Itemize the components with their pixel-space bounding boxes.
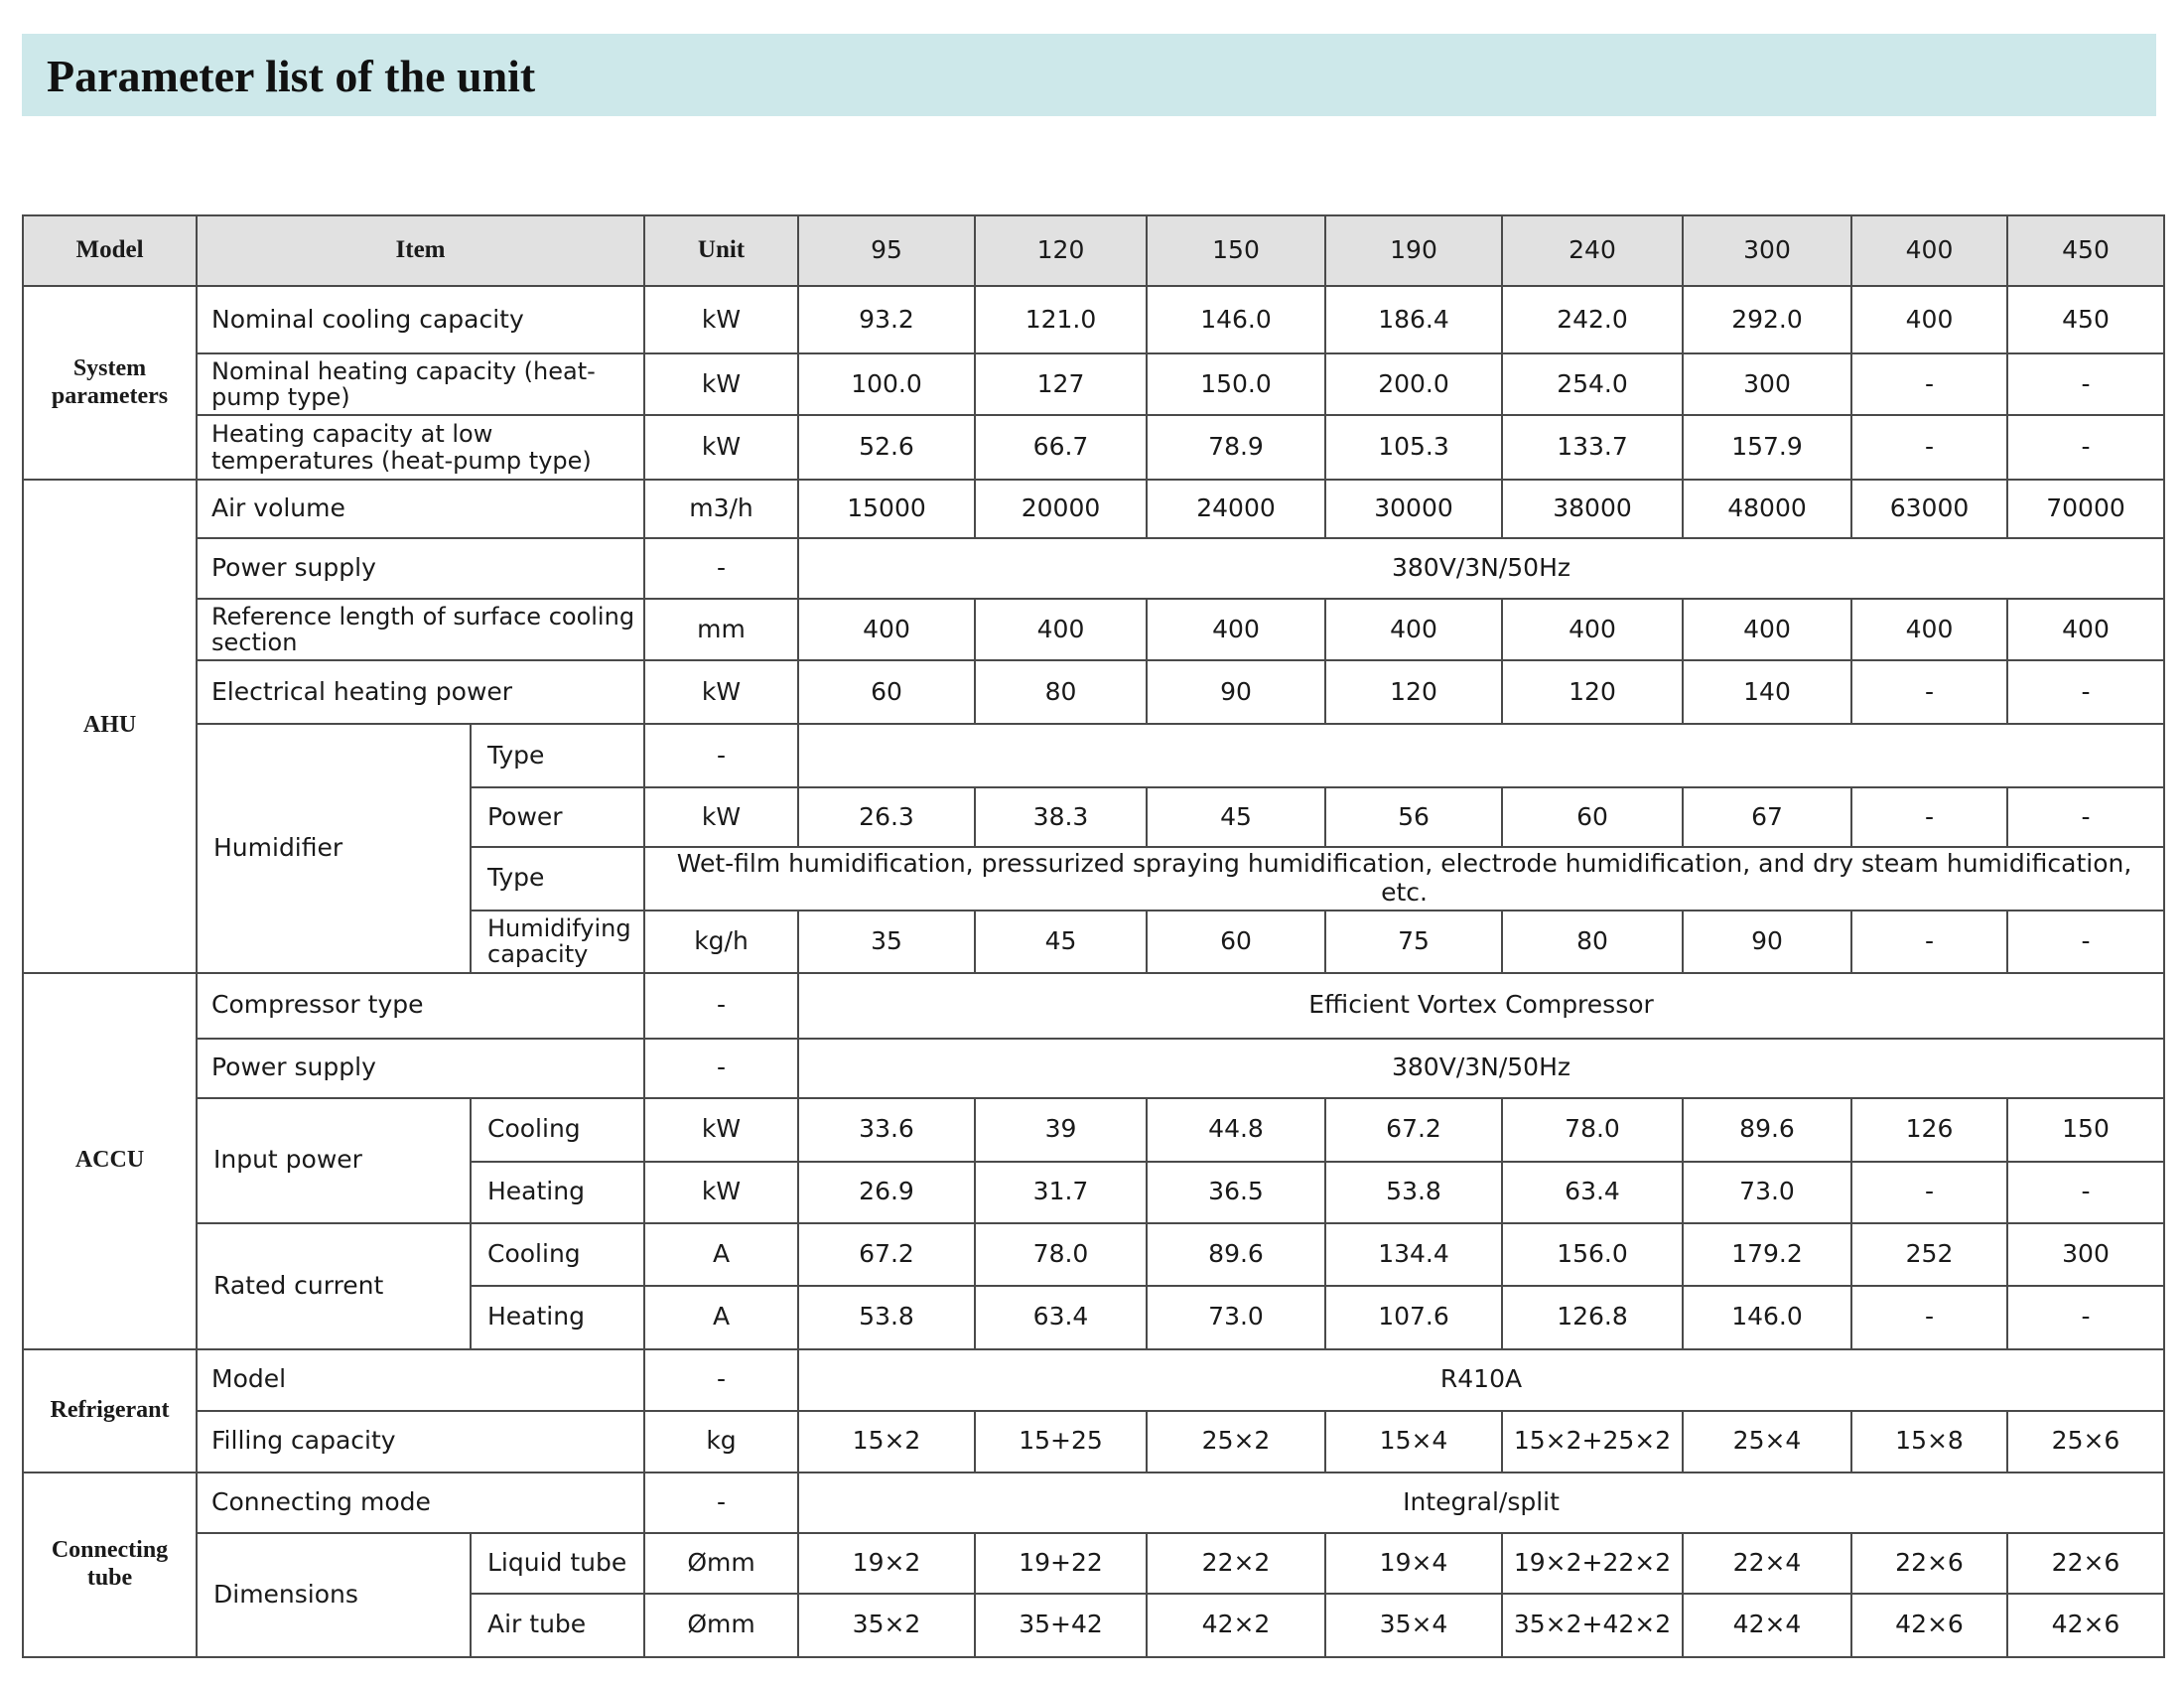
value-cell: 38.3 xyxy=(975,787,1147,847)
value-cell: 19×2+22×2 xyxy=(1502,1533,1683,1594)
value-cell: 80 xyxy=(975,660,1147,724)
value-cell: 400 xyxy=(1325,599,1502,660)
value-cell: 450 xyxy=(2007,286,2164,353)
value-cell: - xyxy=(2007,660,2164,724)
header-unit: Unit xyxy=(644,215,798,286)
unit-cell: kW xyxy=(644,286,798,353)
sub-row-label: Power xyxy=(471,787,644,847)
value-cell: - xyxy=(2007,787,2164,847)
value-cell: 93.2 xyxy=(798,286,975,353)
value-cell: 67 xyxy=(1683,787,1851,847)
header-model-value: 400 xyxy=(1851,215,2007,286)
value-cell: 400 xyxy=(1147,599,1325,660)
page-title: Parameter list of the unit xyxy=(47,51,536,101)
value-cell: 105.3 xyxy=(1325,415,1502,480)
sub-row-label: Humidifying capacity xyxy=(471,911,644,973)
header-model-value: 150 xyxy=(1147,215,1325,286)
merged-value-cell xyxy=(798,724,2164,787)
value-cell: 78.9 xyxy=(1147,415,1325,480)
value-cell: - xyxy=(1851,660,2007,724)
value-cell: 134.4 xyxy=(1325,1223,1502,1286)
value-cell: 75 xyxy=(1325,911,1502,973)
value-cell: 78.0 xyxy=(1502,1098,1683,1162)
unit-cell: kW xyxy=(644,1098,798,1162)
unit-cell: kW xyxy=(644,787,798,847)
value-cell: 19×4 xyxy=(1325,1533,1502,1594)
value-cell: 25×2 xyxy=(1147,1411,1325,1473)
table-row xyxy=(23,480,2164,538)
value-cell: 80 xyxy=(1502,911,1683,973)
unit-cell: - xyxy=(644,724,798,787)
input-power-label: Input power xyxy=(197,1098,471,1223)
value-cell: 45 xyxy=(1147,787,1325,847)
sub-row-label: Cooling xyxy=(471,1223,644,1286)
value-cell: 146.0 xyxy=(1147,286,1325,353)
value-cell: 300 xyxy=(2007,1223,2164,1286)
value-cell: 126 xyxy=(1851,1098,2007,1162)
table-row xyxy=(23,353,2164,415)
unit-cell: Ømm xyxy=(644,1594,798,1657)
merged-value-cell: 380V/3N/50Hz xyxy=(798,538,2164,599)
value-cell: 400 xyxy=(1851,286,2007,353)
value-cell: 25×4 xyxy=(1683,1411,1851,1473)
value-cell: 39 xyxy=(975,1098,1147,1162)
value-cell: 90 xyxy=(1147,660,1325,724)
value-cell: 67.2 xyxy=(798,1223,975,1286)
table-row xyxy=(23,599,2164,660)
value-cell: 19×2 xyxy=(798,1533,975,1594)
value-cell: 53.8 xyxy=(1325,1162,1502,1223)
group-refrigerant: Refrigerant xyxy=(23,1349,197,1473)
table-row xyxy=(23,660,2164,724)
header-model-value: 450 xyxy=(2007,215,2164,286)
header-item: Item xyxy=(197,215,644,286)
value-cell: 252 xyxy=(1851,1223,2007,1286)
value-cell: - xyxy=(2007,353,2164,415)
header-model-value: 95 xyxy=(798,215,975,286)
value-cell: 70000 xyxy=(2007,480,2164,538)
value-cell: 36.5 xyxy=(1147,1162,1325,1223)
header-row xyxy=(23,215,2164,286)
value-cell: 89.6 xyxy=(1683,1098,1851,1162)
value-cell: 146.0 xyxy=(1683,1286,1851,1349)
rated-current-label: Rated current xyxy=(197,1223,471,1349)
unit-cell: kg/h xyxy=(644,911,798,973)
humidifier-label: Humidifier xyxy=(197,724,471,973)
sub-row-label: Cooling xyxy=(471,1098,644,1162)
value-cell: - xyxy=(2007,911,2164,973)
value-cell: 35×4 xyxy=(1325,1594,1502,1657)
value-cell: - xyxy=(1851,353,2007,415)
value-cell: 35×2+42×2 xyxy=(1502,1594,1683,1657)
unit-cell: kg xyxy=(644,1411,798,1473)
merged-value-cell: Efficient Vortex Compressor xyxy=(798,973,2164,1039)
group-accu: ACCU xyxy=(23,973,197,1349)
table-row xyxy=(23,1349,2164,1411)
row-label: Heating capacity at low temperatures (heat-pump type) xyxy=(197,415,644,480)
row-label: Reference length of surface cooling section xyxy=(197,599,644,660)
value-cell: 60 xyxy=(798,660,975,724)
value-cell: 35×2 xyxy=(798,1594,975,1657)
value-cell: 42×6 xyxy=(2007,1594,2164,1657)
header-model-value: 300 xyxy=(1683,215,1851,286)
row-label: Nominal heating capacity (heat-pump type) xyxy=(197,353,644,415)
title-banner xyxy=(22,34,2156,116)
value-cell: 15×2 xyxy=(798,1411,975,1473)
unit-cell: m3/h xyxy=(644,480,798,538)
value-cell: 73.0 xyxy=(1147,1286,1325,1349)
table-row xyxy=(23,1533,2164,1594)
value-cell: 48000 xyxy=(1683,480,1851,538)
value-cell: 400 xyxy=(798,599,975,660)
value-cell: 127 xyxy=(975,353,1147,415)
value-cell: 22×4 xyxy=(1683,1533,1851,1594)
table-row xyxy=(23,538,2164,599)
value-cell: 200.0 xyxy=(1325,353,1502,415)
sub-row-label: Liquid tube xyxy=(471,1533,644,1594)
value-cell: - xyxy=(1851,1286,2007,1349)
value-cell: 15×4 xyxy=(1325,1411,1502,1473)
value-cell: 292.0 xyxy=(1683,286,1851,353)
row-label: Nominal cooling capacity xyxy=(197,286,644,353)
value-cell: 133.7 xyxy=(1502,415,1683,480)
header-model: Model xyxy=(23,215,197,286)
value-cell: 31.7 xyxy=(975,1162,1147,1223)
value-cell: 400 xyxy=(1502,599,1683,660)
value-cell: - xyxy=(1851,787,2007,847)
value-cell: 400 xyxy=(1683,599,1851,660)
value-cell: 63.4 xyxy=(1502,1162,1683,1223)
value-cell: 22×6 xyxy=(1851,1533,2007,1594)
merged-value-cell: Wet-film humidification, pressurized spraying humidification, electrode humidification, and dry steam humidification, etc. xyxy=(644,847,2164,911)
value-cell: 300 xyxy=(1683,353,1851,415)
value-cell: 22×2 xyxy=(1147,1533,1325,1594)
value-cell: 400 xyxy=(975,599,1147,660)
value-cell: 42×2 xyxy=(1147,1594,1325,1657)
value-cell: 15000 xyxy=(798,480,975,538)
merged-value-cell: 380V/3N/50Hz xyxy=(798,1039,2164,1098)
value-cell: 33.6 xyxy=(798,1098,975,1162)
value-cell: 150.0 xyxy=(1147,353,1325,415)
row-label: Model xyxy=(197,1349,644,1411)
value-cell: 35+42 xyxy=(975,1594,1147,1657)
parameter-table xyxy=(22,214,2165,1658)
value-cell: 90 xyxy=(1683,911,1851,973)
value-cell: 15×8 xyxy=(1851,1411,2007,1473)
value-cell: 156.0 xyxy=(1502,1223,1683,1286)
row-label: Compressor type xyxy=(197,973,644,1039)
table-row xyxy=(23,1039,2164,1098)
value-cell: 35 xyxy=(798,911,975,973)
dimensions-label: Dimensions xyxy=(197,1533,471,1657)
sub-row-label: Heating xyxy=(471,1286,644,1349)
value-cell: 63000 xyxy=(1851,480,2007,538)
unit-cell: kW xyxy=(644,660,798,724)
value-cell: 400 xyxy=(2007,599,2164,660)
table-row xyxy=(23,1411,2164,1473)
unit-cell: - xyxy=(644,1473,798,1533)
value-cell: 30000 xyxy=(1325,480,1502,538)
value-cell: 157.9 xyxy=(1683,415,1851,480)
value-cell: 25×6 xyxy=(2007,1411,2164,1473)
header-model-value: 190 xyxy=(1325,215,1502,286)
value-cell: 22×6 xyxy=(2007,1533,2164,1594)
table-row xyxy=(23,1473,2164,1533)
unit-cell: kW xyxy=(644,353,798,415)
unit-cell: kW xyxy=(644,415,798,480)
value-cell: - xyxy=(1851,415,2007,480)
table-row xyxy=(23,724,2164,787)
value-cell: 19+22 xyxy=(975,1533,1147,1594)
value-cell: 42×4 xyxy=(1683,1594,1851,1657)
value-cell: 254.0 xyxy=(1502,353,1683,415)
header-model-value: 240 xyxy=(1502,215,1683,286)
value-cell: 66.7 xyxy=(975,415,1147,480)
unit-cell: Ømm xyxy=(644,1533,798,1594)
value-cell: 60 xyxy=(1502,787,1683,847)
value-cell: 73.0 xyxy=(1683,1162,1851,1223)
unit-cell: kW xyxy=(644,1162,798,1223)
value-cell: 52.6 xyxy=(798,415,975,480)
value-cell: - xyxy=(1851,1162,2007,1223)
table-row xyxy=(23,1098,2164,1162)
value-cell: 150 xyxy=(2007,1098,2164,1162)
value-cell: - xyxy=(2007,1162,2164,1223)
value-cell: 400 xyxy=(1851,599,2007,660)
value-cell: 107.6 xyxy=(1325,1286,1502,1349)
value-cell: 89.6 xyxy=(1147,1223,1325,1286)
value-cell: 78.0 xyxy=(975,1223,1147,1286)
unit-cell: A xyxy=(644,1286,798,1349)
value-cell: 56 xyxy=(1325,787,1502,847)
unit-cell: mm xyxy=(644,599,798,660)
value-cell: 242.0 xyxy=(1502,286,1683,353)
value-cell: - xyxy=(1851,911,2007,973)
sub-row-label: Air tube xyxy=(471,1594,644,1657)
value-cell: - xyxy=(2007,415,2164,480)
row-label: Filling capacity xyxy=(197,1411,644,1473)
value-cell: 121.0 xyxy=(975,286,1147,353)
value-cell: 26.3 xyxy=(798,787,975,847)
value-cell: - xyxy=(2007,1286,2164,1349)
unit-cell: - xyxy=(644,973,798,1039)
unit-cell: - xyxy=(644,1039,798,1098)
row-label: Power supply xyxy=(197,538,644,599)
value-cell: 24000 xyxy=(1147,480,1325,538)
unit-cell: - xyxy=(644,538,798,599)
value-cell: 44.8 xyxy=(1147,1098,1325,1162)
value-cell: 60 xyxy=(1147,911,1325,973)
table-row xyxy=(23,415,2164,480)
value-cell: 20000 xyxy=(975,480,1147,538)
row-label: Electrical heating power xyxy=(197,660,644,724)
group-system-parameters: System parameters xyxy=(23,286,197,480)
merged-value-cell: Integral/split xyxy=(798,1473,2164,1533)
value-cell: 63.4 xyxy=(975,1286,1147,1349)
value-cell: 42×6 xyxy=(1851,1594,2007,1657)
value-cell: 15×2+25×2 xyxy=(1502,1411,1683,1473)
sub-row-label: Type xyxy=(471,724,644,787)
merged-value-cell: R410A xyxy=(798,1349,2164,1411)
value-cell: 120 xyxy=(1325,660,1502,724)
value-cell: 67.2 xyxy=(1325,1098,1502,1162)
row-label: Air volume xyxy=(197,480,644,538)
group-ahu: AHU xyxy=(23,480,197,973)
value-cell: 120 xyxy=(1502,660,1683,724)
row-label: Connecting mode xyxy=(197,1473,644,1533)
value-cell: 179.2 xyxy=(1683,1223,1851,1286)
value-cell: 186.4 xyxy=(1325,286,1502,353)
group-connecting-tube: Connecting tube xyxy=(23,1473,197,1657)
value-cell: 45 xyxy=(975,911,1147,973)
sub-row-label: Type xyxy=(471,847,644,911)
value-cell: 140 xyxy=(1683,660,1851,724)
unit-cell: - xyxy=(644,1349,798,1411)
value-cell: 100.0 xyxy=(798,353,975,415)
header-model-value: 120 xyxy=(975,215,1147,286)
value-cell: 15+25 xyxy=(975,1411,1147,1473)
table-row xyxy=(23,1223,2164,1286)
value-cell: 53.8 xyxy=(798,1286,975,1349)
row-label: Power supply xyxy=(197,1039,644,1098)
unit-cell: A xyxy=(644,1223,798,1286)
value-cell: 126.8 xyxy=(1502,1286,1683,1349)
value-cell: 26.9 xyxy=(798,1162,975,1223)
sub-row-label: Heating xyxy=(471,1162,644,1223)
value-cell: 38000 xyxy=(1502,480,1683,538)
table-row xyxy=(23,973,2164,1039)
table-row xyxy=(23,286,2164,353)
